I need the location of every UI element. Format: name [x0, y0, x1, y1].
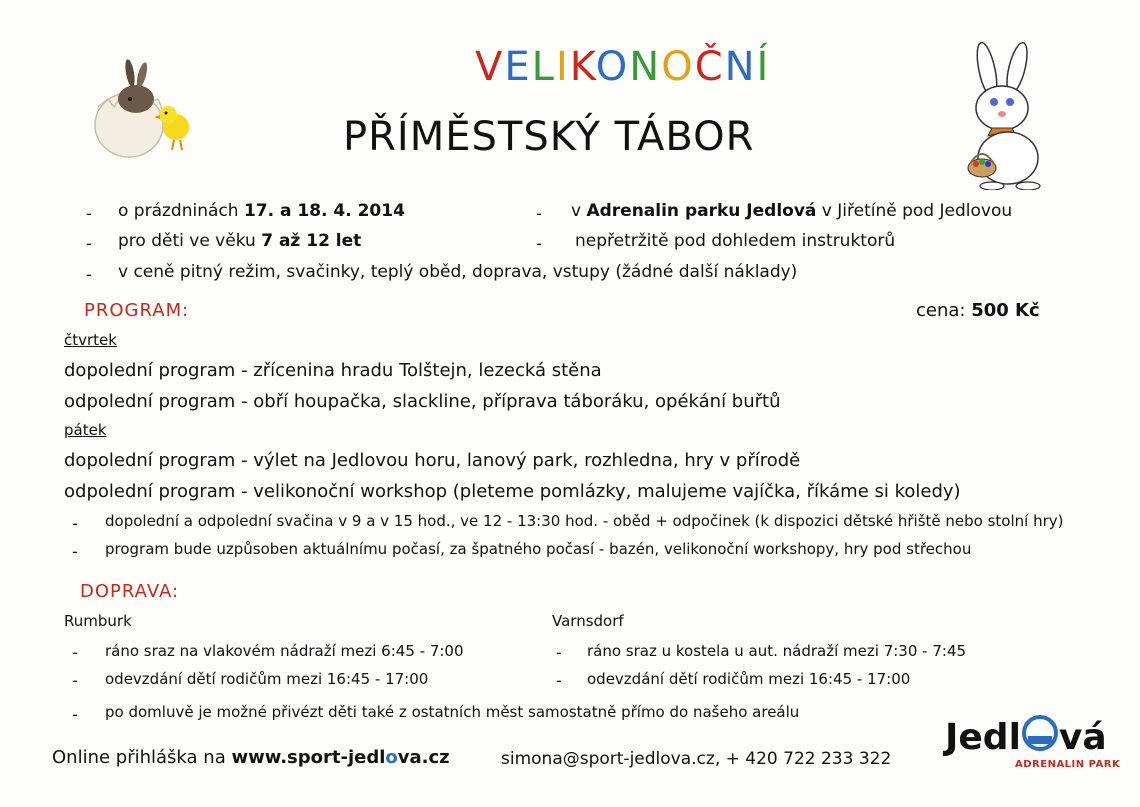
signup-line: [52, 747, 450, 768]
bullet-dates: [118, 201, 405, 221]
program-note-meals: dopolední a odpolední svačina v 9 a v 15 hod., ve 12 - 13:30 hod. - oběd + odpočinek (k dispozici dětské hřiště nebo stolní hry): [105, 512, 1064, 530]
thursday-morning: dopolední program - zřícenina hradu Tolštejn, lezecká stěna: [64, 360, 602, 381]
dash: -: [536, 234, 542, 253]
price-value: 500 Kč: [971, 300, 1040, 321]
logo-o-icon: [1022, 715, 1058, 751]
title-letter: N: [724, 44, 757, 90]
egg-rabbit-chick-illustration: [84, 55, 204, 165]
program-heading: PROGRAM:: [84, 300, 190, 321]
friday-afternoon: odpolední program - velikonoční workshop (pleteme pomlázky, malujeme vajíčka, říkáme si koledy): [64, 481, 961, 502]
url-part: www.sport-jedl: [231, 747, 386, 768]
bunny-with-basket-illustration: [952, 40, 1067, 190]
bullet-text: o prázdninách: [118, 201, 244, 221]
friday-morning: dopolední program - výlet na Jedlovou horu, lanový park, rozhledna, hry v přírodě: [64, 450, 801, 471]
title-letter: O: [661, 44, 695, 90]
title-letter: L: [531, 44, 556, 90]
bullet-included: v ceně pitný režim, svačinky, teplý oběd, doprava, vstupy (žádné další náklady): [118, 262, 798, 282]
day-friday: pátek: [64, 421, 107, 439]
subtitle: PŘÍMĚSTSKÝ TÁBOR: [343, 114, 755, 160]
city-rumburk: Rumburk: [64, 612, 132, 630]
title-letter: I: [555, 44, 570, 90]
logo-word: [945, 715, 1107, 758]
dash: -: [72, 705, 78, 724]
title-letter: E: [504, 44, 532, 90]
price: [916, 300, 1040, 321]
url-part: o: [385, 747, 398, 768]
dash: -: [556, 671, 562, 690]
dash: -: [86, 204, 92, 223]
dash: -: [86, 265, 92, 284]
bullet-text: v Jiřetíně pod Jedlovou: [816, 201, 1013, 221]
url-part: va.cz: [397, 747, 450, 768]
price-label: cena:: [916, 300, 972, 321]
bullet-age: [118, 231, 361, 251]
bullet-supervision: nepřetržitě pod dohledem instruktorů: [575, 231, 896, 251]
title-letter: Č: [694, 44, 725, 90]
logo-word-part: Jedl: [945, 717, 1021, 758]
signup-url[interactable]: [231, 747, 449, 768]
bullet-bold: Adrenalin parku Jedlová: [586, 201, 817, 221]
bullet-bold: 17. a 18. 4. 2014: [243, 201, 405, 221]
title-letter: N: [629, 44, 662, 90]
jedlova-logo: [945, 715, 1121, 775]
dash: -: [72, 671, 78, 690]
varnsdorf-pickup: odevzdání dětí rodičům mezi 16:45 - 17:00: [587, 670, 911, 688]
varnsdorf-meeting: ráno sraz u kostela u aut. nádraží mezi 7:30 - 7:45: [587, 642, 967, 660]
thursday-afternoon: odpolední program - obří houpačka, slackline, příprava táboráku, opékání buřtů: [64, 391, 781, 412]
program-note-weather: program bude uzpůsoben aktuálnímu počasí, za špatného počasí - bazén, velikonoční workshopy, hry pod střechou: [105, 540, 972, 558]
title-letter: Í: [756, 44, 771, 90]
title-letter: O: [595, 44, 630, 90]
day-thursday: čtvrtek: [64, 331, 117, 349]
dash: -: [72, 542, 78, 561]
rumburk-pickup: odevzdání dětí rodičům mezi 16:45 - 17:00: [105, 670, 429, 688]
contact[interactable]: simona@sport-jedlova.cz, + 420 722 233 322: [501, 749, 892, 769]
doprava-note: po domluvě je možné přivézt děti také z ostatních měst samostatně přímo do našeho areálu: [105, 703, 800, 721]
title-letter: V: [475, 44, 505, 90]
dash: -: [556, 643, 562, 662]
logo-subtitle: ADRENALIN PARK: [1015, 759, 1121, 770]
dash: -: [72, 514, 78, 533]
bullet-text: v: [571, 201, 587, 221]
title-letter: K: [569, 44, 596, 90]
title: [475, 44, 770, 90]
bullet-location: [571, 201, 1012, 221]
dash: -: [536, 204, 542, 223]
dash: -: [86, 234, 92, 253]
rumburk-meeting: ráno sraz na vlakovém nádraží mezi 6:45 - 7:00: [105, 642, 464, 660]
bullet-bold: 7 až 12 let: [261, 231, 362, 251]
signup-text: Online přihláška na: [52, 747, 232, 768]
dash: -: [72, 643, 78, 662]
bullet-text: pro děti ve věku: [118, 231, 262, 251]
doprava-heading: DOPRAVA:: [80, 581, 180, 602]
logo-word-part: vá: [1058, 717, 1107, 758]
city-varnsdorf: Varnsdorf: [552, 612, 624, 630]
